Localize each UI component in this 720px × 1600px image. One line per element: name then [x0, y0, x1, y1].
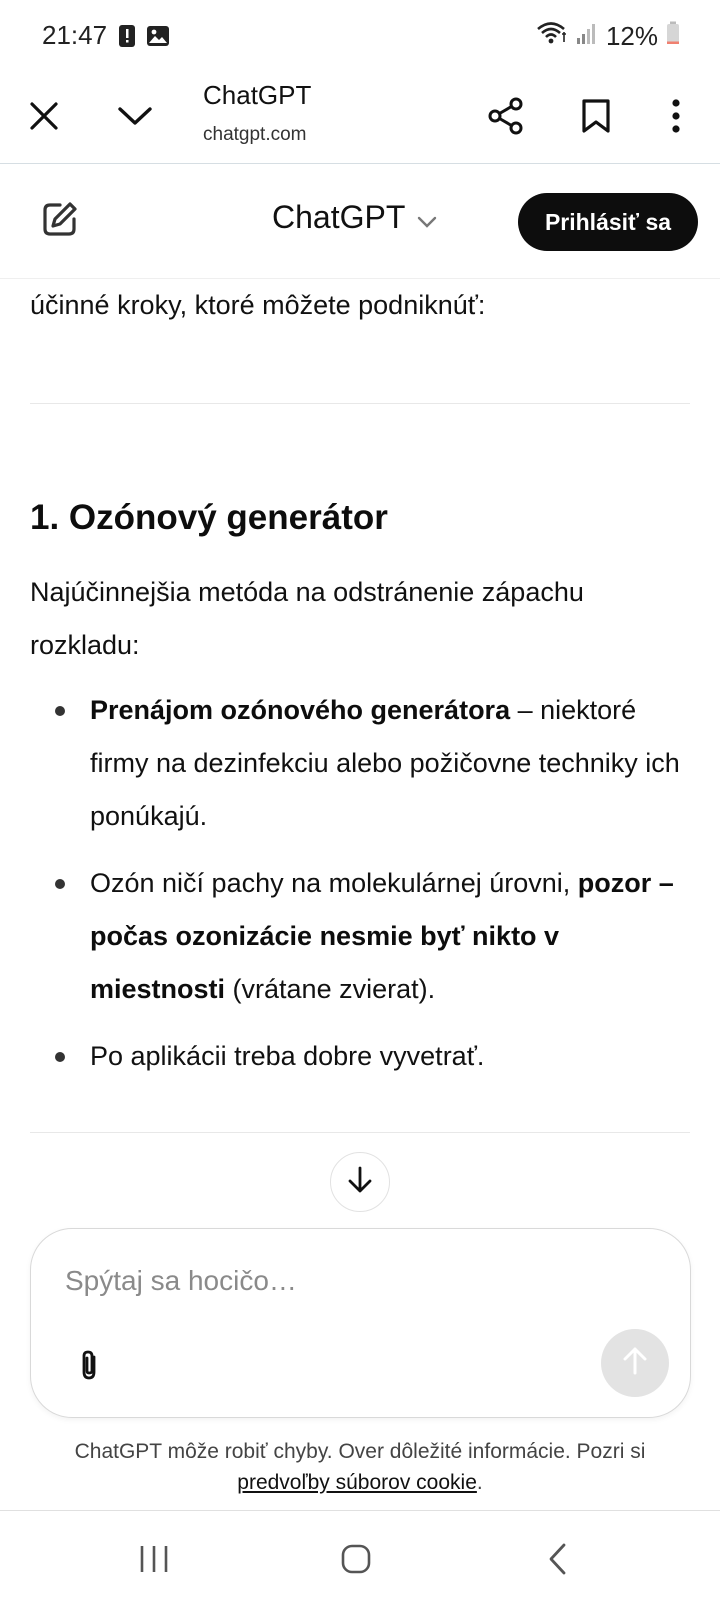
list-item — [30, 1030, 700, 1083]
disclaimer — [30, 1436, 690, 1498]
back-icon[interactable] — [526, 1531, 590, 1587]
scroll-to-bottom-button[interactable] — [330, 1152, 390, 1212]
status-bar — [0, 0, 720, 72]
model-selector[interactable] — [272, 199, 437, 236]
home-icon[interactable] — [324, 1531, 388, 1587]
bullet-bold-text: Prenájom ozónového generátora — [90, 695, 511, 725]
system-nav-bar — [0, 1510, 720, 1600]
battery-icon — [666, 21, 680, 52]
signal-icon — [576, 21, 598, 52]
bullet-dot — [55, 1052, 65, 1062]
section-heading: 1. Ozónový generátor — [30, 498, 388, 537]
bullet-bold-text: pozor – počas ozonizácie nesmie byť nikto v miestnosti — [90, 868, 674, 1004]
message-composer — [30, 1228, 691, 1418]
model-label: ChatGPT — [272, 199, 406, 235]
status-left-icons — [118, 24, 170, 53]
message-input[interactable] — [65, 1253, 625, 1309]
section-paragraph: Najúčinnejšia metóda na odstránenie zápachu rozkladu: — [30, 577, 584, 660]
disclaimer-text: ChatGPT môže robiť chyby. Over dôležité informácie. Pozri si — [74, 1440, 646, 1463]
list-item — [30, 684, 700, 843]
more-vert-icon[interactable] — [648, 88, 704, 144]
status-right — [536, 20, 680, 53]
bullet-text: (vrátane zvierat). — [225, 974, 436, 1004]
divider — [30, 1132, 690, 1133]
status-time: 21:47 — [42, 20, 108, 50]
send-button[interactable] — [601, 1329, 669, 1397]
bullet-text: Ozón ničí pachy na molekulárnej úrovni, — [90, 868, 578, 898]
browser-url[interactable]: chatgpt.com — [203, 124, 307, 145]
bullet-text: Po aplikácii treba dobre vyvetrať. — [90, 1041, 485, 1071]
share-icon[interactable] — [478, 88, 534, 144]
browser-toolbar — [0, 72, 720, 164]
arrow-up-icon — [622, 1346, 648, 1381]
disclaimer-end: . — [476, 1471, 483, 1494]
bullet-list — [30, 684, 700, 1097]
divider — [30, 403, 690, 404]
login-button[interactable]: Prihlásiť sa — [518, 193, 698, 251]
browser-page-title: ChatGPT — [203, 80, 312, 110]
bullet-dot — [55, 879, 65, 889]
chevron-down-icon — [417, 199, 437, 236]
chevron-down-icon[interactable] — [107, 88, 163, 144]
cookie-preferences-link[interactable]: predvoľby súborov cookie — [237, 1471, 477, 1494]
recent-apps-icon[interactable] — [122, 1531, 186, 1587]
attach-icon[interactable] — [65, 1341, 113, 1389]
new-chat-icon[interactable] — [36, 195, 84, 243]
battery-percent: 12% — [605, 21, 658, 51]
arrow-down-icon — [347, 1166, 373, 1199]
response-intro-text: účinné kroky, ktoré môžete podniknúť: — [30, 290, 486, 320]
bullet-dot — [55, 706, 65, 716]
image-icon — [146, 24, 170, 53]
chat-header — [0, 165, 720, 279]
wifi-icon — [536, 20, 568, 53]
bullet-text: – niektoré firmy na dezinfekciu alebo požičovne techniky ich ponúkajú. — [90, 695, 680, 831]
chat-response — [0, 280, 720, 1200]
alert-icon — [118, 24, 136, 53]
list-item — [30, 857, 700, 1016]
bookmark-icon[interactable] — [568, 88, 624, 144]
close-icon[interactable] — [16, 88, 72, 144]
